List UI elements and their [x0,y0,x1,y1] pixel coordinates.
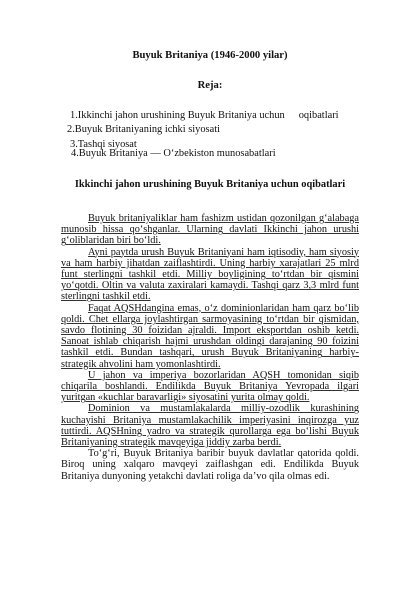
plan-item-2: 2.Buyuk Britaniyaning ichki siyosati [67,124,220,135]
plan-item-4: 4.Buyuk Britaniya — O‘zbekiston munosabatlari [71,148,276,159]
plan-item-1-tail: oqibatlari [298,110,339,121]
body-text [61,213,359,482]
plan-item-1-text: 1.Ikkinchi jahon urushining Buyuk Britaniya uchun [70,110,285,121]
paragraph-4: U jahon va imperiya bozorlaridan AQSH tomonidan siqib chiqarila boshlandi. Endilikda Buyuk Britaniya Yevropada ilgari yuritgan «kuchlar baravarligi» siyosatini yurita olmay qoldi. [61,369,359,404]
plan-item-1 [70,110,339,121]
paragraph-6: To‘g‘ri, Buyuk Britaniya baribir buyuk davlatlar qatorida qoldi. Biroq uning xalqaro mavqeyi zaiflashgan edi. Endilikda Buyuk Britaniya dunyoning yetakchi davlati roliga da’vo qila olmas edi. [61,448,359,482]
document-title: Buyuk Britaniya (1946-2000 yilar) [132,50,288,61]
paragraph-1: Buyuk britaniyaliklar ham fashizm ustidan qozonilgan g‘alabaga munosib hissa qo‘shganlar. Ularning davlati Ikkinchi jahon urushi g‘oliblaridan biri bo‘ldi. [61,213,359,247]
plan-heading: Reja: [197,80,223,91]
paragraph-5: Dominion va mustamlakalarda milliy-ozodlik kurashining kuchayishi Britaniya mustamlakachilik imperiyasini inqirozga yuz tuttirdi. AQSHning yadro va strategik qurollarga ega bo‘lishi Buyuk Britaniyaning strategik mavqeyiga jiddiy zarba berdi. [61,403,359,449]
paragraph-3: Faqat AQSHdangina emas, o‘z dominionlaridan ham qarz bo‘lib qoldi. Chet ellarga joylashtirgan sarmoyasining to‘rtdan bir qismidan, savdo flotining 30 foizidan ajraldi. Import eksportdan oshib ketdi. Sanoat ishlab chiqarish hajmi urushdan oldingi darajaning 90 foizini tashkil etdi. Bundan tashqari, urush Buyuk Britaniyaning harbiy-strategik ahvolini ham yomonlashtirdi. [61,302,359,370]
paragraph-2: Ayni paytda urush Buyuk Britaniyani ham iqtisodiy, ham siyosiy va ham harbiy jihatdan zaiflashtirdi. Uning harbiy xarajatlari 25 mlrd funt sterlingni tashkil etdi. Milliy boyligining to‘rtdan bir qismini yo‘qotdi. Oltin va valuta zaxiralari kamaydi. Tashqi qarz 3,3 mlrd funt sterlingni tashkil etdi. [61,246,359,303]
plan-item-3: 3.Tashqi siyosat [70,139,137,150]
section-heading: Ikkinchi jahon urushining Buyuk Britaniya uchun oqibatlari [74,179,346,190]
